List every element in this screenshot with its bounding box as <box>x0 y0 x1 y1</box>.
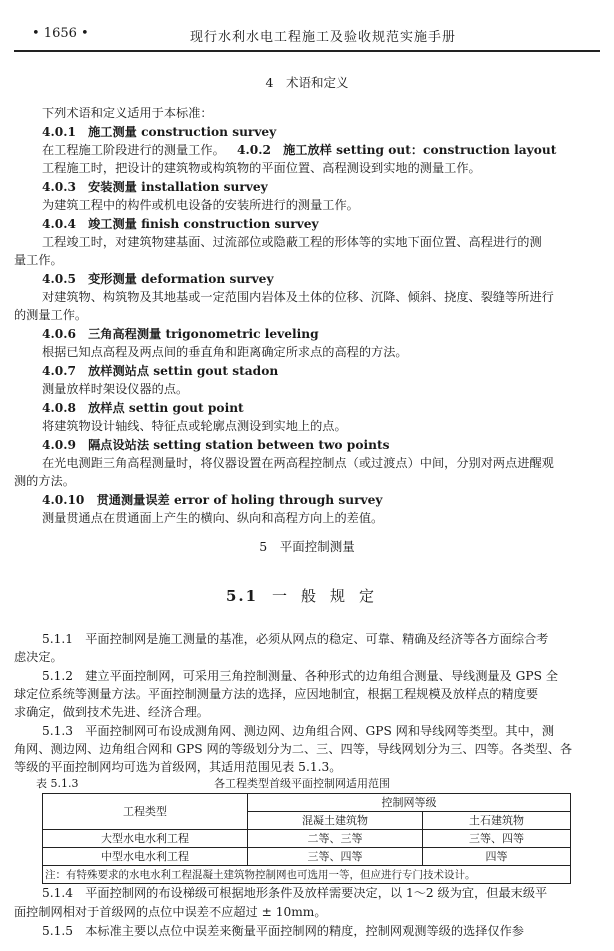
term-4-0-6-body: 根据已知点高程及两点间的垂直角和距离确定所求点的高程的方法。 <box>42 345 408 359</box>
term-4-0-9-heading: 4.0.9 隔点设站法 setting station between two points <box>42 438 390 452</box>
book-title: 现行水利水电工程施工及验收规范实施手册 <box>190 30 457 45</box>
running-header <box>14 26 600 46</box>
term-4-0-3-heading: 4.0.3 安装测量 installation survey <box>42 180 268 194</box>
clause-5-1-2-line-2: 球定位系统等测量方法。平面控制测量方法的选择，应因地制宜，根据工程规模及放样点的精度要 <box>14 687 539 701</box>
table-caption: 各工程类型首级平面控制网适用范围 <box>214 777 390 790</box>
chapter-4-intro: 下列术语和定义适用于本标准： <box>42 106 213 120</box>
table-header-type: 工程类型 <box>43 794 248 830</box>
table-header-concrete: 混凝土建筑物 <box>248 812 423 830</box>
section-title: 一般规定 <box>272 587 389 605</box>
term-4-0-5-body-line-1: 对建筑物、构筑物及其地基或一定范围内岩体及土体的位移、沉降、倾斜、挠度、裂缝等所进行 <box>42 290 554 304</box>
clause-5-1-3-line-3: 等级的平面控制网均可选为首级网，其适用范围见表 5.1.3。 <box>14 760 342 774</box>
term-4-0-4-body-line-1: 工程竣工时，对建筑物建基面、过流部位或隐蔽工程的形体等的实地下面位置、高程进行的测 <box>42 235 542 249</box>
table-5-1-3 <box>42 793 571 884</box>
clause-5-1-4-line-2: 面控制网相对于首级网的点位中误差不应超过 ± 10mm。 <box>14 905 327 919</box>
term-4-0-2-heading: 4.0.2 施工放样 setting out：construction layout <box>237 143 557 157</box>
table-header-group: 控制网等级 <box>248 794 571 812</box>
clause-5-1-2-line-1: 5.1.2 建立平面控制网，可采用三角控制测量、各种形式的边角组合测量、导线测量及 GPS 全 <box>42 669 558 683</box>
term-4-0-4-body-line-2: 量工作。 <box>14 253 63 267</box>
clause-5-1-1-line-2: 虑决定。 <box>14 650 63 664</box>
table-cell: 三等、四等 <box>423 830 571 848</box>
term-4-0-10-body: 测量贯通点在贯通面上产生的横向、纵向和高程方向上的差值。 <box>42 511 384 525</box>
term-4-0-10-heading: 4.0.10 贯通测量误差 error of holing through survey <box>42 493 383 507</box>
table-cell: 中型水电水利工程 <box>43 848 248 866</box>
chapter-5-title: 5 平面控制测量 <box>259 539 355 554</box>
table-header-earth: 土石建筑物 <box>423 812 571 830</box>
clause-5-1-5-line-1: 5.1.5 本标准主要以点位中误差来衡量平面控制网的精度，控制网观测等级的选择仅作参 <box>42 924 524 938</box>
term-4-0-4-heading: 4.0.4 竣工测量 finish construction survey <box>42 217 319 231</box>
term-4-0-9-body-line-1: 在光电测距三角高程测量时，将仪器设置在两高程控制点（或过渡点）中间，分别对两点进醒观 <box>42 456 554 470</box>
chapter-4-title: 4 术语和定义 <box>265 75 349 90</box>
section-5-1-heading <box>0 587 614 605</box>
table-label: 表 5.1.3 <box>36 777 79 790</box>
clause-5-1-3-line-1: 5.1.3 平面控制网可布设成测角网、测边网、边角组合网、GPS 网和导线网等类型。其中，测 <box>42 724 555 738</box>
term-4-0-6-heading: 4.0.6 三角高程测量 trigonometric leveling <box>42 327 319 341</box>
clause-5-1-1-line-1: 5.1.1 平面控制网是施工测量的基准，必须从网点的稳定、可靠、精确及经济等各方面综合考 <box>42 632 549 646</box>
table-note: 注：有特殊要求的水电水利工程混凝土建筑物控制网也可选用一等，但应进行专门技术设计。 <box>43 866 571 884</box>
term-4-0-8-body: 将建筑物设计轴线、特征点或轮廓点测设到实地上的点。 <box>42 419 347 433</box>
term-4-0-5-heading: 4.0.5 变形测量 deformation survey <box>42 272 274 286</box>
term-4-0-3-body: 为建筑工程中的构件或机电设备的安装所进行的测量工作。 <box>42 198 359 212</box>
term-4-0-7-heading: 4.0.7 放样测站点 settin gout stadon <box>42 364 279 378</box>
clause-5-1-2-line-3: 求确定，做到技术先进、经济合理。 <box>14 705 209 719</box>
table-row <box>43 830 571 848</box>
table-row <box>43 848 571 866</box>
section-number: 5.1 <box>225 587 259 605</box>
term-4-0-1-body: 在工程施工阶段进行的测量工作。 <box>42 143 225 157</box>
term-4-0-7-body: 测量放样时架设仪器的点。 <box>42 382 189 396</box>
term-4-0-8-heading: 4.0.8 放样点 settin gout point <box>42 401 244 415</box>
term-4-0-2-body: 工程施工时，把设计的建筑物或构筑物的平面位置、高程测设到实地的测量工作。 <box>42 161 481 175</box>
term-4-0-1-heading: 4.0.1 施工测量 construction survey <box>42 125 277 139</box>
header-rule <box>14 50 600 52</box>
clause-5-1-3-line-2: 角网、测边网、边角组合网和 GPS 网的等级划分为二、三、四等，导线网划分为三、四等。各类型、各 <box>14 742 573 756</box>
clause-5-1-4-line-1: 5.1.4 平面控制网的布设梯级可根据地形条件及放样需要决定，以 1～2 级为宜，但最末级平 <box>42 886 548 900</box>
term-4-0-5-body-line-2: 的测量工作。 <box>14 308 88 322</box>
term-4-0-9-body-line-2: 测的方法。 <box>14 474 75 488</box>
table-cell: 三等、四等 <box>248 848 423 866</box>
table-cell: 二等、三等 <box>248 830 423 848</box>
table-cell: 大型水电水利工程 <box>43 830 248 848</box>
page-number: • 1656 • <box>32 26 89 41</box>
table-cell: 四等 <box>423 848 571 866</box>
